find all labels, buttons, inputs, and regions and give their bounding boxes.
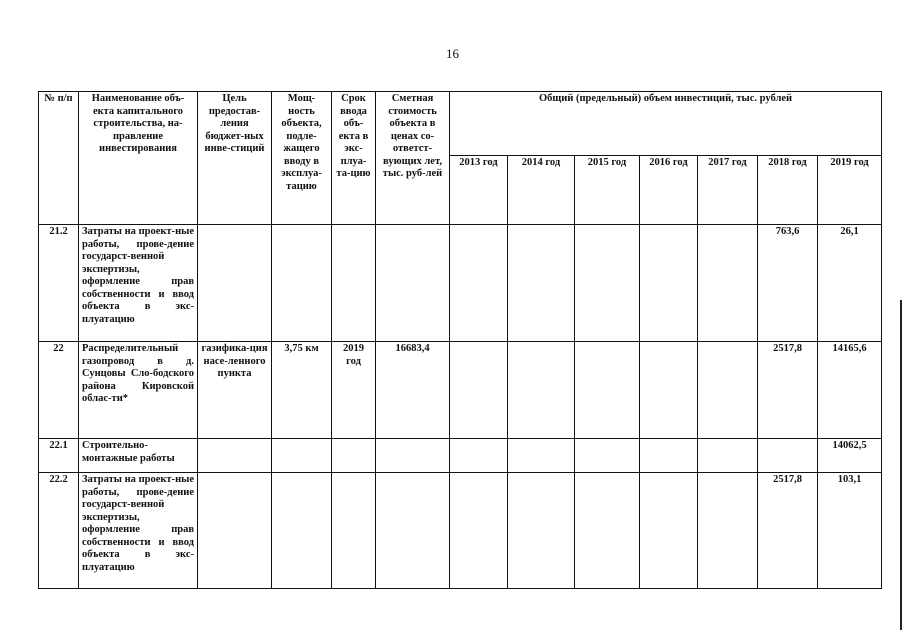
table-row	[39, 342, 882, 439]
row-value	[450, 342, 508, 439]
header-term: Срок ввода объ-екта в экс-плуа-та-цию	[332, 92, 376, 225]
header-goal: Цель предостав-ления бюджет-ных инве-стиций	[198, 92, 272, 225]
row-term	[332, 473, 376, 589]
row-value: 103,1	[818, 473, 882, 589]
header-volume: Общий (предельный) объем инвестиций, тыс. рублей	[450, 92, 882, 156]
row-capacity	[272, 225, 332, 342]
header-row	[39, 92, 882, 156]
row-value: 2517,8	[758, 473, 818, 589]
row-value	[575, 473, 640, 589]
header-year: 2017 год	[698, 156, 758, 225]
row-value	[640, 342, 698, 439]
table-row	[39, 473, 882, 589]
row-value: 14165,6	[818, 342, 882, 439]
row-value	[640, 439, 698, 473]
row-cost	[376, 473, 450, 589]
row-name: Распределительный газопровод в д. Сунцовы Сло-бодского района Кировской облас-ти*	[79, 342, 198, 439]
row-capacity: 3,75 км	[272, 342, 332, 439]
scan-edge-line	[900, 300, 902, 630]
header-year: 2013 год	[450, 156, 508, 225]
row-value	[508, 473, 575, 589]
row-goal: газифика-ция насе-ленного пункта	[198, 342, 272, 439]
row-capacity	[272, 439, 332, 473]
row-value: 26,1	[818, 225, 882, 342]
row-value	[450, 473, 508, 589]
row-cost	[376, 439, 450, 473]
row-value	[640, 473, 698, 589]
row-name: Строительно-монтажные работы	[79, 439, 198, 473]
header-cost: Сметная стоимость объекта в ценах со-ответст-вующих лет, тыс. руб-лей	[376, 92, 450, 225]
row-value	[640, 225, 698, 342]
investment-table	[38, 91, 882, 589]
row-value	[575, 225, 640, 342]
row-value	[575, 439, 640, 473]
row-num: 22	[39, 342, 79, 439]
header-year: 2014 год	[508, 156, 575, 225]
row-num: 22.2	[39, 473, 79, 589]
row-capacity	[272, 473, 332, 589]
row-value	[450, 225, 508, 342]
row-term	[332, 439, 376, 473]
row-value: 763,6	[758, 225, 818, 342]
row-term: 2019 год	[332, 342, 376, 439]
header-num: № п/п	[39, 92, 79, 225]
row-value: 2517,8	[758, 342, 818, 439]
row-goal	[198, 439, 272, 473]
header-year: 2018 год	[758, 156, 818, 225]
row-value	[575, 342, 640, 439]
row-value	[508, 439, 575, 473]
row-value	[450, 439, 508, 473]
row-num: 21.2	[39, 225, 79, 342]
page-number: 16	[446, 46, 459, 61]
row-value	[508, 225, 575, 342]
header-name: Наименование объ-екта капитального строительства, на-правление инвестирования	[79, 92, 198, 225]
row-goal	[198, 473, 272, 589]
row-cost: 16683,4	[376, 342, 450, 439]
table-row	[39, 225, 882, 342]
row-cost	[376, 225, 450, 342]
row-value	[508, 342, 575, 439]
row-goal	[198, 225, 272, 342]
row-value	[698, 439, 758, 473]
row-term	[332, 225, 376, 342]
header-year: 2016 год	[640, 156, 698, 225]
row-value	[698, 473, 758, 589]
row-value	[698, 225, 758, 342]
row-name: Затраты на проект-ные работы, прове-дение государст-венной экспертизы, оформление прав собственности и ввод объекта в экс-плуатацию	[79, 225, 198, 342]
header-year: 2019 год	[818, 156, 882, 225]
row-num: 22.1	[39, 439, 79, 473]
row-value	[698, 342, 758, 439]
row-value: 14062,5	[818, 439, 882, 473]
table-row	[39, 439, 882, 473]
row-name: Затраты на проект-ные работы, прове-дение государст-венной экспертизы, оформление прав собственности и ввод объекта в экс-плуатацию	[79, 473, 198, 589]
row-value	[758, 439, 818, 473]
header-year: 2015 год	[575, 156, 640, 225]
header-capacity: Мощ-ность объекта, подле-жащего вводу в эксплуа-тацию	[272, 92, 332, 225]
